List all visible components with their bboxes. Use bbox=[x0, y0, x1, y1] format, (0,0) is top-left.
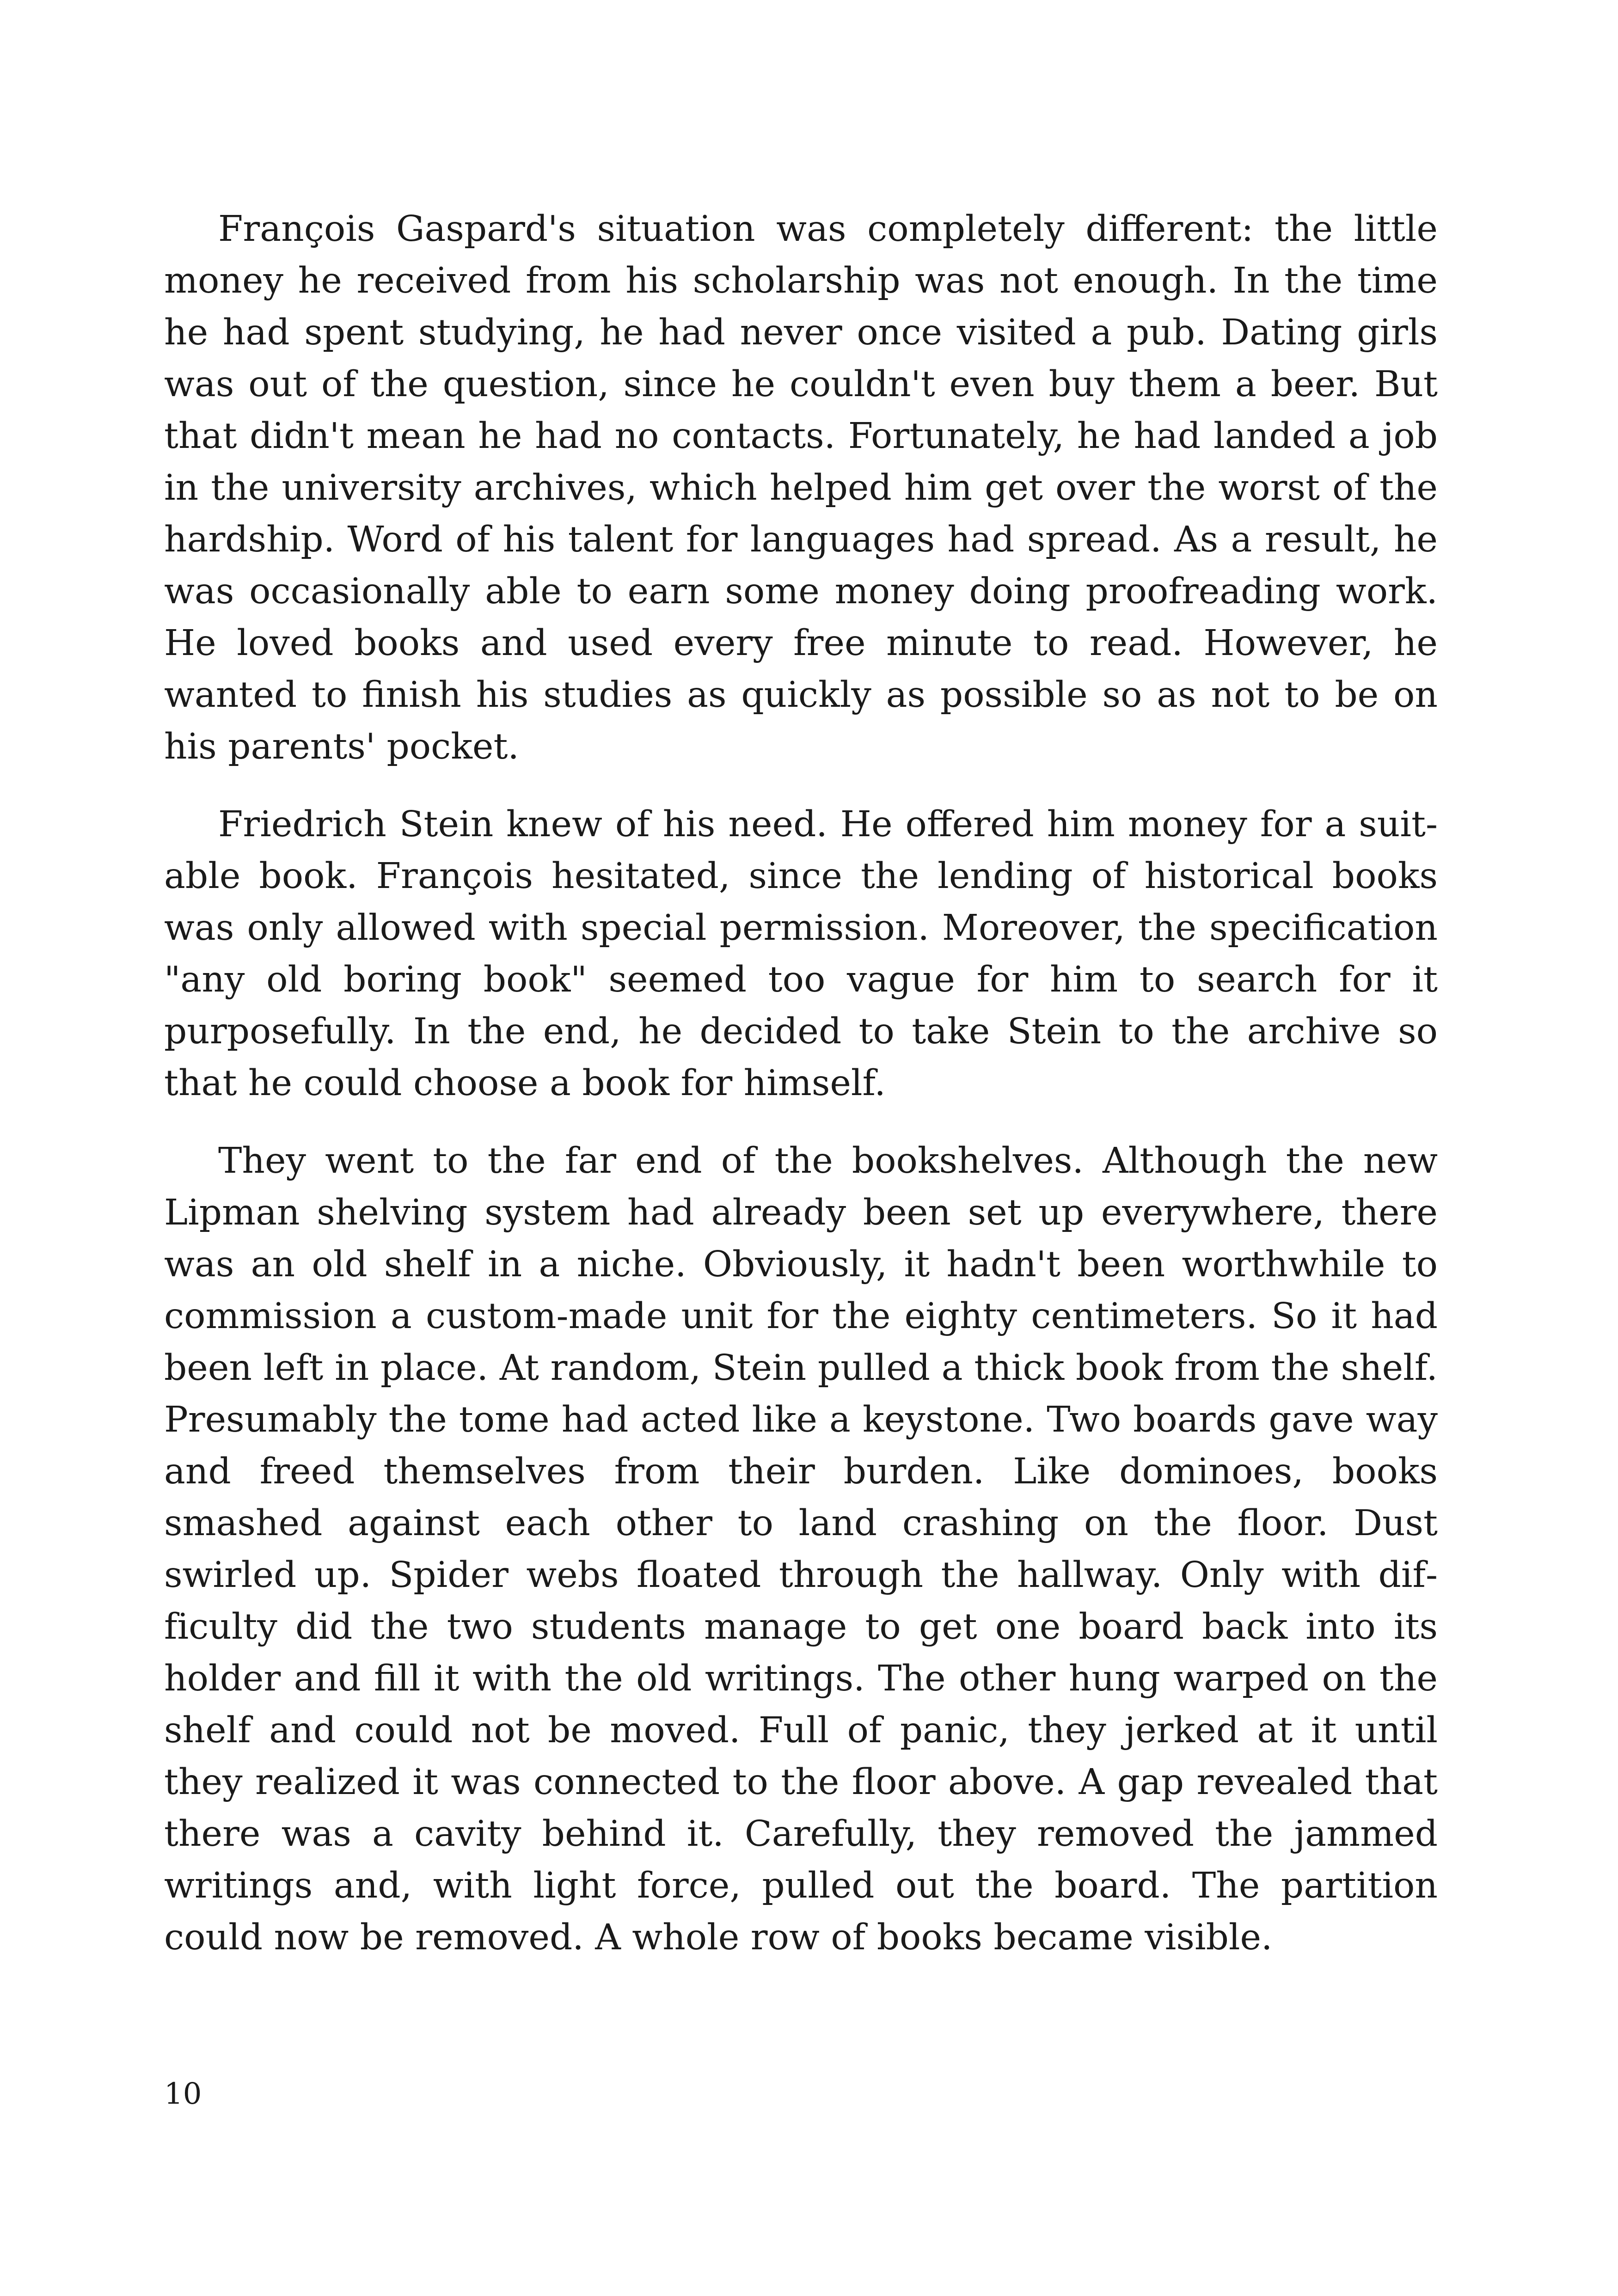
paragraph: They went to the far end of the bookshelves. Although the new Lipman shelving system had already been set up everywhere, there was an old shelf in a niche. Obviously, it hadn't been worthwhile to commission a custom-made unit for the eighty centimeters. So it had been left in place. At random, Stein pulled a thick book from the shelf. Presumably the tome had acted like a keystone. Two boards gave way and freed themselves from their burden. Like dominoes, books smashed against each other to land crashing on the floor. Dust swirled up. Spider webs floated through the hallway. Only with difficulty did the two students manage to get one board back into its holder and fill it with the old writings. The other hung warped on the shelf and could not be moved. Full of panic, they jerked at it until they realized it was connected to the floor above. A gap revealed that there was a cavity behind it. Carefully, they removed the jammed writings and, with light force, pulled out the board. The partition could now be removed. A whole row of books became visible. bbox=[164, 1140, 1438, 1958]
paragraph: François Gaspard's situation was completely different: the little money he received from his scholarship was not enough. In the time he had spent studying, he had never once visited a pub. Dating girls was out of the question, since he couldn't even buy them a beer. But that didn't mean he had no contacts. Fortunately, he had landed a job in the university archives, which helped him get over the worst of the hardship. Word of his talent for languages had spread. As a result, he was occasionally able to earn some money doing proofreading work. He loved books and used every free minute to read. However, he wanted to finish his studies as quickly as possible so as not to be on his parents' pocket. bbox=[164, 208, 1438, 767]
page-number: 10 bbox=[164, 2077, 202, 2111]
body-text bbox=[164, 203, 1438, 1964]
paragraph: Friedrich Stein knew of his need. He offered him money for a suitable book. François hesitated, since the lending of historical books was only allowed with special permission. Moreover, the specification "any old boring book" seemed too vague for him to search for it purposefully. In the end, he decided to take Stein to the archive so that he could choose a book for himself. bbox=[164, 804, 1438, 1104]
